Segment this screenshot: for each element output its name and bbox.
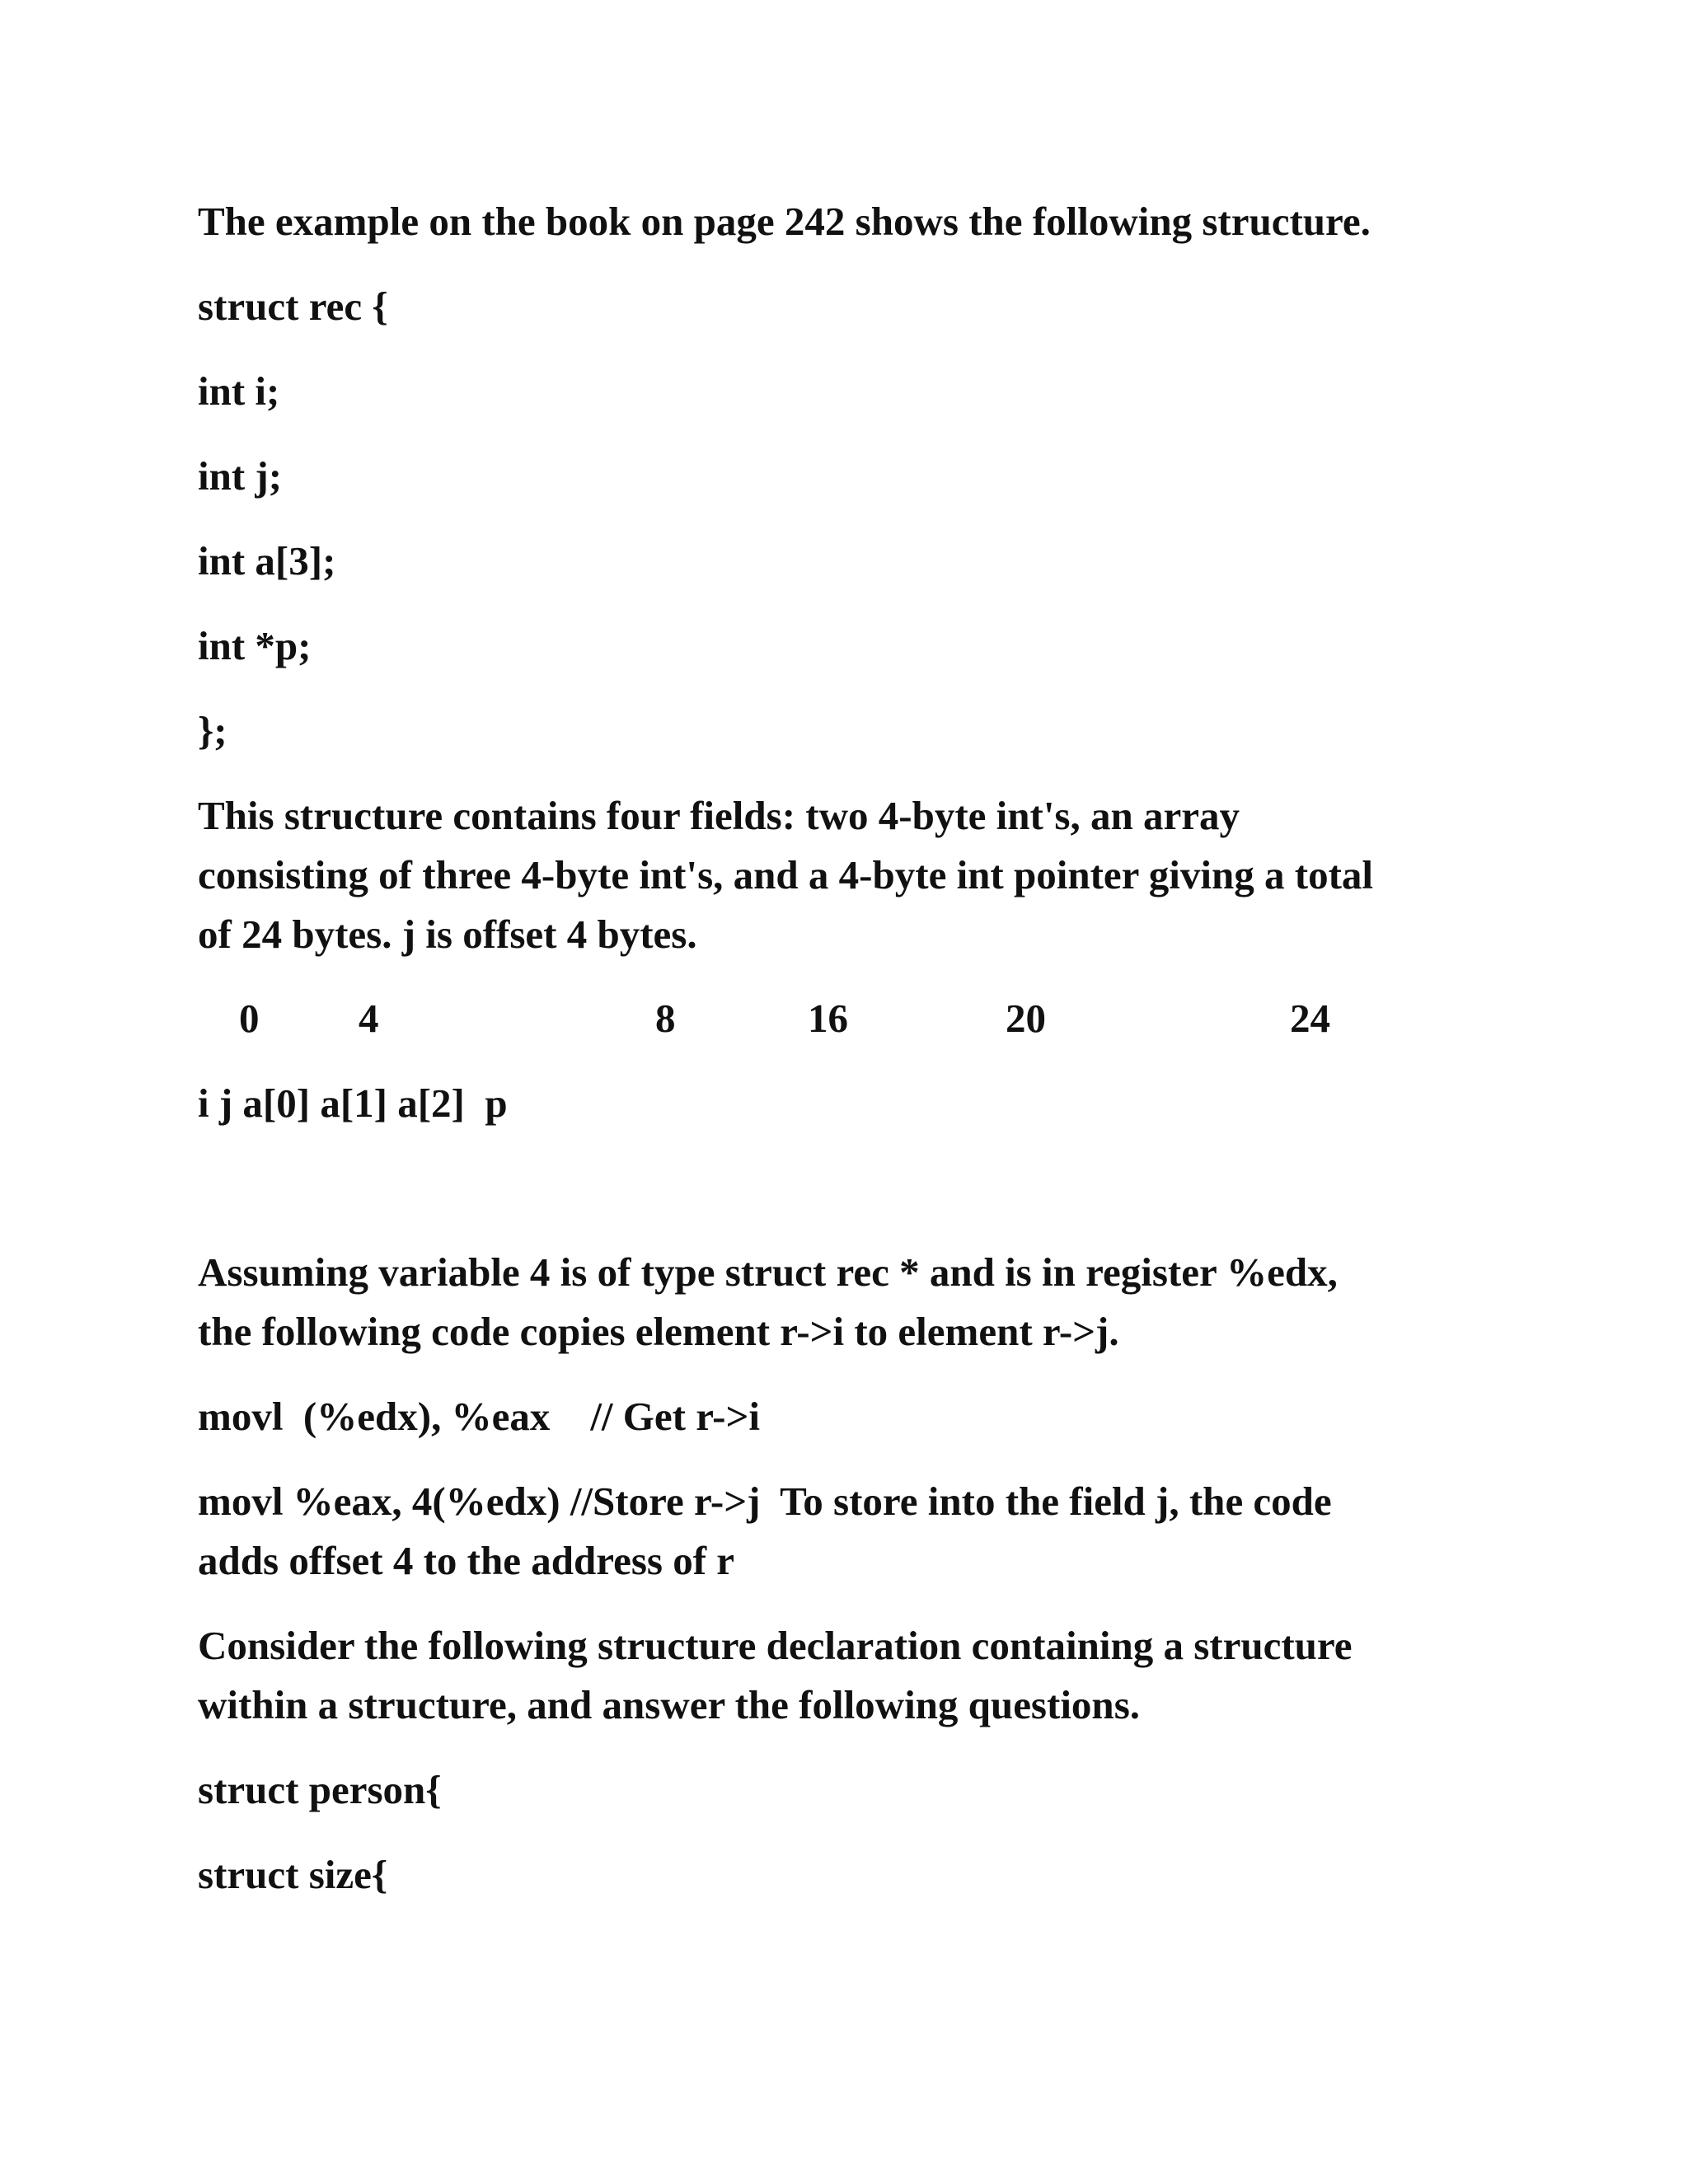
code-field-j: int j; xyxy=(198,453,283,499)
offset-0: 0 xyxy=(239,996,260,1041)
consider-line-1: Consider the following structure declaration containing a structure xyxy=(198,1623,1353,1668)
assuming-line-2: the following code copies element r->i to element r->j. xyxy=(198,1309,1119,1354)
code-struct-person: struct person{ xyxy=(198,1767,442,1812)
assuming-line-1: Assuming variable 4 is of type struct rec * and is in register %edx, xyxy=(198,1249,1338,1295)
offset-24: 24 xyxy=(1290,996,1330,1041)
code-field-a: int a[3]; xyxy=(198,538,336,583)
layout-fields: i j a[0] a[1] a[2] p xyxy=(198,1080,508,1126)
code-movl-store-line-2: adds offset 4 to the address of r xyxy=(198,1538,735,1583)
intro-paragraph: The example on the book on page 242 shows the following structure. xyxy=(198,199,1371,244)
code-struct-size: struct size{ xyxy=(198,1852,388,1897)
consider-line-2: within a structure, and answer the following questions. xyxy=(198,1682,1141,1727)
code-movl-get: movl (%edx), %eax // Get r->i xyxy=(198,1394,761,1439)
code-field-i: int i; xyxy=(198,368,280,414)
description-line-3: of 24 bytes. j is offset 4 bytes. xyxy=(198,912,697,957)
offset-20: 20 xyxy=(1006,996,1046,1041)
description-line-1: This structure contains four fields: two 4-byte int's, an array xyxy=(198,793,1240,838)
offset-16: 16 xyxy=(808,996,848,1041)
code-struct-rec-open: struct rec { xyxy=(198,284,388,329)
offset-8: 8 xyxy=(655,996,676,1041)
offset-4: 4 xyxy=(359,996,379,1041)
description-line-2: consisting of three 4-byte int's, and a 4-byte int pointer giving a total xyxy=(198,852,1374,898)
code-movl-store-line-1: movl %eax, 4(%edx) //Store r->j To store into the field j, the code xyxy=(198,1479,1332,1524)
code-struct-rec-close: }; xyxy=(198,708,227,753)
code-field-p: int *p; xyxy=(198,623,312,668)
